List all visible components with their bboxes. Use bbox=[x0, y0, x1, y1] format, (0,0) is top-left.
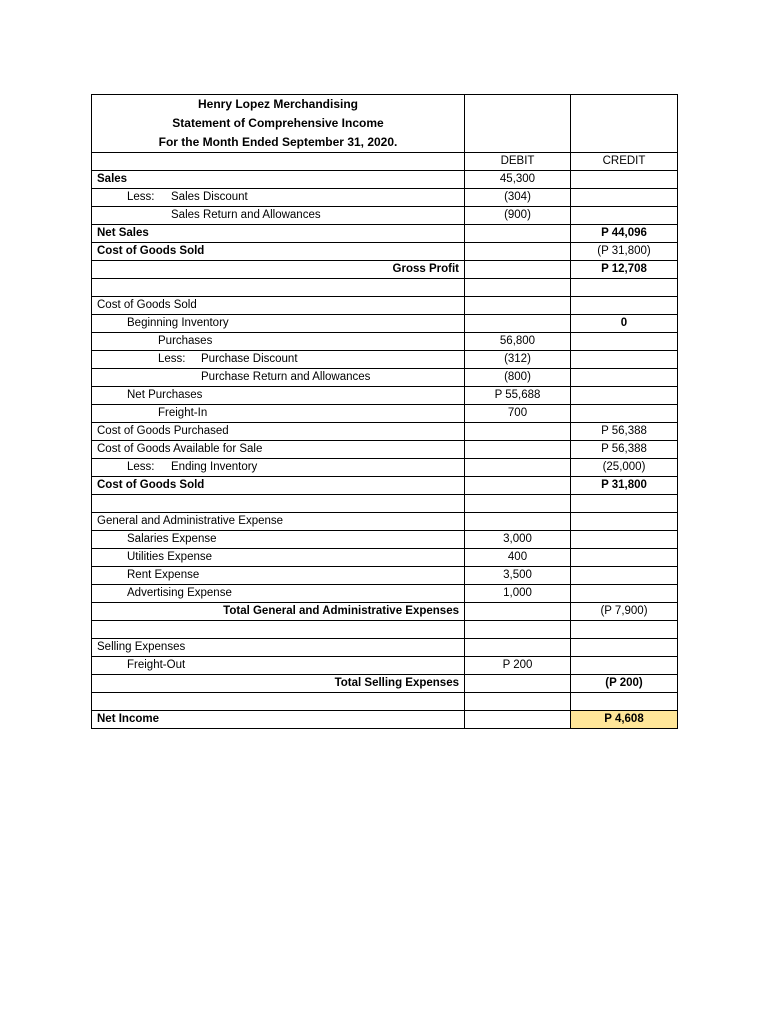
table-row bbox=[92, 369, 678, 387]
row-label: Cost of Goods Purchased bbox=[92, 423, 465, 441]
table-row bbox=[92, 405, 678, 423]
debit-value: 3,000 bbox=[465, 531, 571, 549]
row-label: Advertising Expense bbox=[92, 585, 465, 603]
section-label: Selling Expenses bbox=[92, 639, 465, 657]
table-row bbox=[92, 351, 678, 369]
debit-value: (800) bbox=[465, 369, 571, 387]
table-row bbox=[92, 387, 678, 405]
debit-value: 3,500 bbox=[465, 567, 571, 585]
section-label: Cost of Goods Sold bbox=[92, 297, 465, 315]
table-row bbox=[92, 441, 678, 459]
table-row bbox=[92, 261, 678, 279]
row-label: Purchases bbox=[92, 333, 465, 351]
debit-value: 1,000 bbox=[465, 585, 571, 603]
debit-value: P 200 bbox=[465, 657, 571, 675]
row-label: Total Selling Expenses bbox=[92, 675, 465, 693]
credit-value: (P 7,900) bbox=[571, 603, 678, 621]
credit-value: (P 200) bbox=[571, 675, 678, 693]
debit-value: 45,300 bbox=[465, 171, 571, 189]
row-label: Sales bbox=[92, 171, 465, 189]
row-label: Net Sales bbox=[92, 225, 465, 243]
less-label: Less: bbox=[158, 353, 186, 365]
less-label: Less: bbox=[127, 191, 155, 203]
debit-value: P 55,688 bbox=[465, 387, 571, 405]
table-row bbox=[92, 189, 678, 207]
row-label: Total General and Administrative Expenses bbox=[92, 603, 465, 621]
debit-value: (304) bbox=[465, 189, 571, 207]
net-income-value: P 4,608 bbox=[571, 711, 678, 729]
row-label: Rent Expense bbox=[92, 567, 465, 585]
row-label: Cost of Goods Sold bbox=[92, 243, 465, 261]
row-label: Beginning Inventory bbox=[92, 315, 465, 333]
credit-value: P 56,388 bbox=[571, 423, 678, 441]
blank-row bbox=[92, 495, 678, 513]
table-row bbox=[92, 603, 678, 621]
table-row bbox=[92, 675, 678, 693]
table-row bbox=[92, 423, 678, 441]
credit-value: P 12,708 bbox=[571, 261, 678, 279]
table-row bbox=[92, 243, 678, 261]
debit-value: (312) bbox=[465, 351, 571, 369]
statement-header bbox=[92, 95, 465, 153]
table-row bbox=[92, 513, 678, 531]
section-label: General and Administrative Expense bbox=[92, 513, 465, 531]
table-row bbox=[92, 297, 678, 315]
debit-value: 700 bbox=[465, 405, 571, 423]
row-label: Cost of Goods Sold bbox=[92, 477, 465, 495]
column-header-row bbox=[92, 153, 678, 171]
row-label: Gross Profit bbox=[92, 261, 465, 279]
debit-column-header: DEBIT bbox=[465, 153, 571, 171]
table-row bbox=[92, 207, 678, 225]
income-statement-sheet bbox=[91, 94, 677, 729]
row-label: Utilities Expense bbox=[92, 549, 465, 567]
net-income-row bbox=[92, 711, 678, 729]
credit-value: P 44,096 bbox=[571, 225, 678, 243]
credit-value: (P 31,800) bbox=[571, 243, 678, 261]
table-row bbox=[92, 225, 678, 243]
table-row bbox=[92, 459, 678, 477]
row-label: Cost of Goods Available for Sale bbox=[92, 441, 465, 459]
table-row bbox=[92, 585, 678, 603]
statement-title: Statement of Comprehensive Income bbox=[172, 116, 384, 130]
credit-value: P 56,388 bbox=[571, 441, 678, 459]
debit-value: (900) bbox=[465, 207, 571, 225]
credit-value: 0 bbox=[571, 315, 678, 333]
blank-row bbox=[92, 279, 678, 297]
row-label: Sales Return and Allowances bbox=[92, 207, 465, 225]
table-row bbox=[92, 567, 678, 585]
header-credit-cell bbox=[571, 95, 678, 153]
title-row bbox=[92, 95, 678, 153]
table-row bbox=[92, 531, 678, 549]
income-statement-table bbox=[91, 94, 678, 729]
table-row bbox=[92, 333, 678, 351]
table-row bbox=[92, 315, 678, 333]
blank-row bbox=[92, 621, 678, 639]
table-row bbox=[92, 657, 678, 675]
less-label: Less: bbox=[127, 461, 155, 473]
table-row bbox=[92, 477, 678, 495]
row-label: Less: Purchase Discount bbox=[92, 351, 465, 369]
header-debit-cell bbox=[465, 95, 571, 153]
row-label: Freight-In bbox=[92, 405, 465, 423]
credit-column-header: CREDIT bbox=[571, 153, 678, 171]
statement-period: For the Month Ended September 31, 2020. bbox=[158, 135, 398, 149]
debit-value: 56,800 bbox=[465, 333, 571, 351]
row-label: Net Purchases bbox=[92, 387, 465, 405]
debit-value: 400 bbox=[465, 549, 571, 567]
table-row bbox=[92, 171, 678, 189]
row-label: Freight-Out bbox=[92, 657, 465, 675]
table-row bbox=[92, 639, 678, 657]
credit-value: P 31,800 bbox=[571, 477, 678, 495]
blank-row bbox=[92, 693, 678, 711]
company-name: Henry Lopez Merchandising bbox=[197, 97, 359, 111]
table-row bbox=[92, 549, 678, 567]
row-label: Less: Ending Inventory bbox=[92, 459, 465, 477]
row-label: Purchase Return and Allowances bbox=[92, 369, 465, 387]
credit-value: (25,000) bbox=[571, 459, 678, 477]
row-label: Less: Sales Discount bbox=[92, 189, 465, 207]
row-label: Salaries Expense bbox=[92, 531, 465, 549]
net-income-label: Net Income bbox=[92, 711, 465, 729]
